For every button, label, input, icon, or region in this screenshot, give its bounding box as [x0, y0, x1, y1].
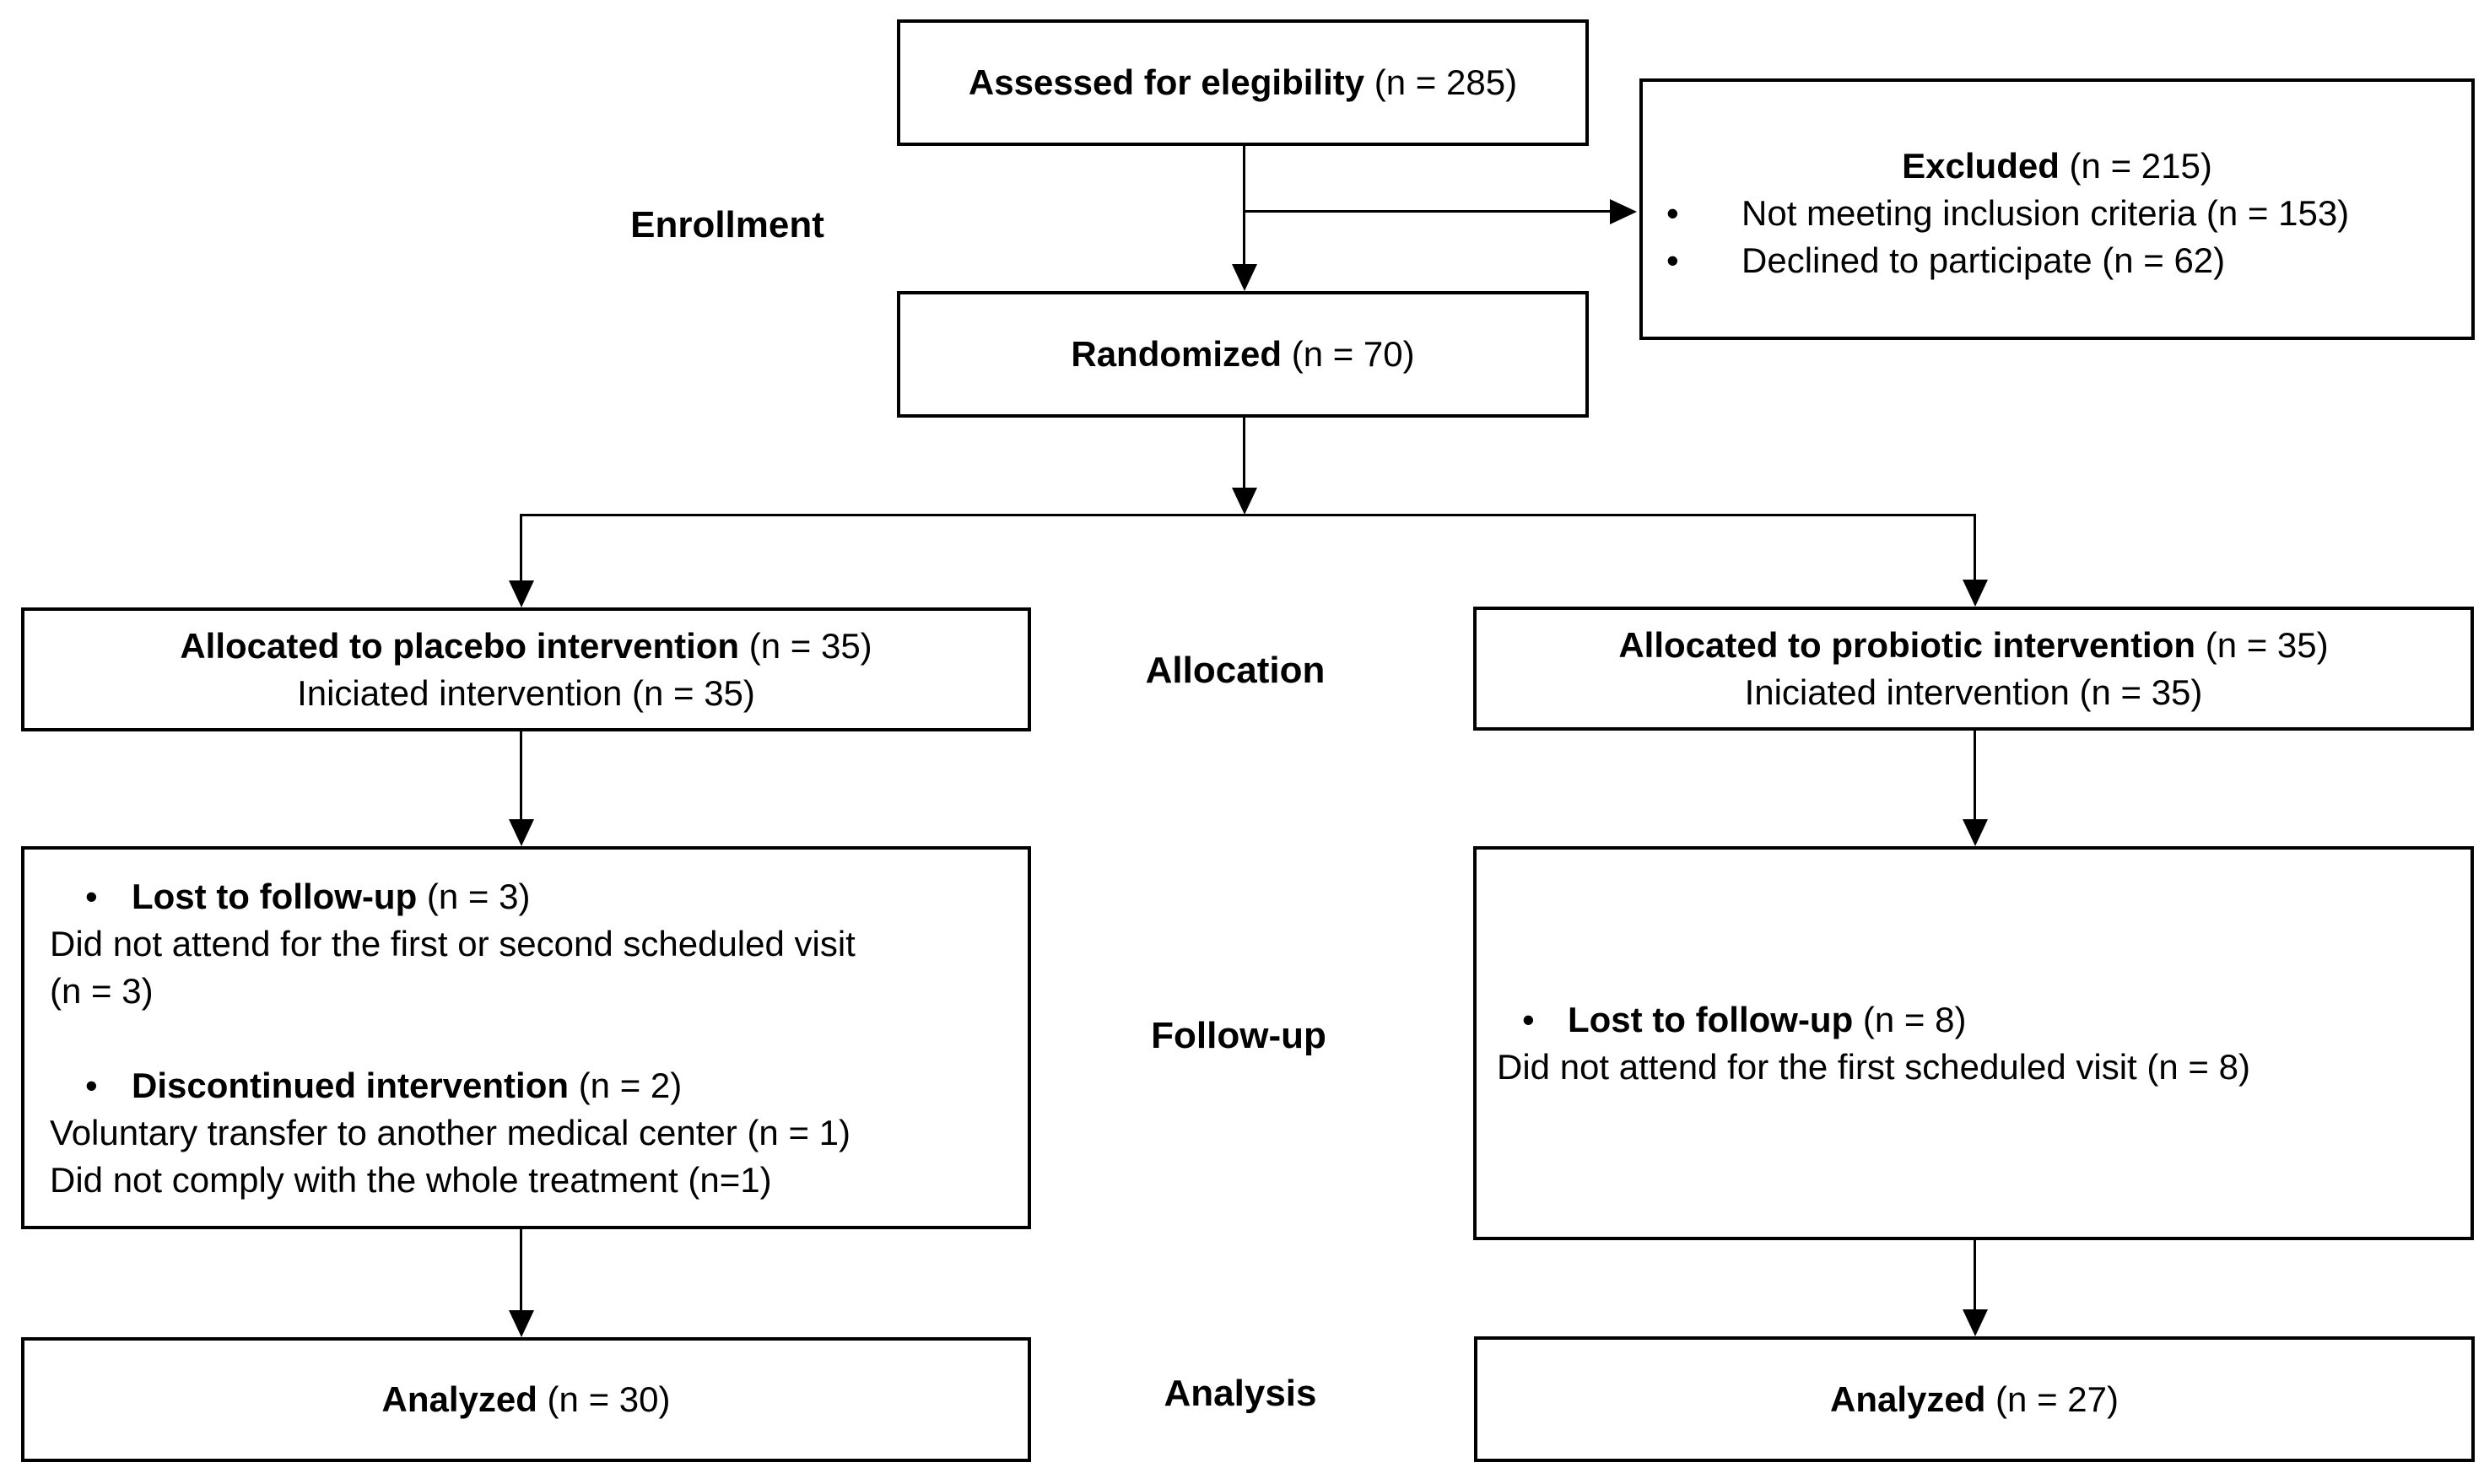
- arrowhead-into-analyzed-probiotic: [1963, 1309, 1988, 1336]
- followup-placebo-bullet-2: [50, 1062, 1007, 1109]
- connector-assessed-to-randomized: [1243, 146, 1245, 268]
- excluded-bullet-2-text: Declined to participate (n = 62): [1742, 240, 2226, 280]
- bullet-icon: •: [85, 1066, 98, 1105]
- arrowhead-into-excluded: [1610, 199, 1637, 224]
- connector-split-horizontal: [521, 514, 1976, 516]
- alloc-probiotic-line2: Iniciated intervention (n = 35): [1744, 672, 2203, 712]
- lost-followup-title: Lost to follow-up: [1568, 999, 1854, 1039]
- assessed-text: [969, 59, 1517, 106]
- arrowhead-into-alloc-placebo: [509, 580, 534, 607]
- alloc-placebo-n: (n = 35): [739, 625, 872, 666]
- alloc-probiotic-line1: [1618, 622, 2328, 669]
- randomized-title: Randomized: [1071, 334, 1282, 374]
- blank-line: [50, 1015, 1007, 1062]
- followup-placebo-content: [24, 850, 1028, 1204]
- connector-split-to-alloc-placebo: [520, 514, 522, 583]
- alloc-probiotic-n: (n = 35): [2195, 624, 2329, 665]
- discontinued-title: Discontinued intervention: [132, 1066, 570, 1105]
- excluded-content: [1643, 82, 2471, 284]
- box-followup-placebo: [21, 846, 1031, 1229]
- followup-placebo-detail-4: Did not comply with the whole treatment (n=1): [50, 1160, 772, 1200]
- followup-probiotic-content: [1477, 850, 2470, 1237]
- alloc-placebo-line1: [180, 623, 872, 670]
- bullet-icon: •: [85, 877, 98, 916]
- connector-branch-to-excluded: [1243, 210, 1612, 213]
- analyzed-placebo-title: Analyzed: [381, 1379, 537, 1419]
- connector-alloc-to-followup-probiotic: [1974, 729, 1976, 823]
- stage-label-enrollment: Enrollment: [630, 204, 824, 246]
- connector-followup-to-analyzed-probiotic: [1974, 1238, 1976, 1311]
- excluded-bullet-1: [1643, 190, 2471, 237]
- alloc-probiotic-title: Allocated to probiotic intervention: [1618, 624, 2196, 665]
- box-analyzed-probiotic: [1474, 1336, 2475, 1462]
- excluded-title-line: [1643, 143, 2471, 190]
- lost-followup-n: (n = 3): [417, 877, 531, 916]
- box-assessed-for-eligibility: [897, 19, 1589, 146]
- box-followup-probiotic: [1473, 846, 2474, 1240]
- assessed-title: Assessed for elegibility: [968, 62, 1365, 102]
- followup-placebo-detail-2: (n = 3): [50, 971, 154, 1011]
- alloc-placebo-line2: Iniciated intervention (n = 35): [297, 672, 755, 713]
- arrowhead-into-analyzed-placebo: [509, 1310, 534, 1337]
- lost-followup-title: Lost to follow-up: [132, 877, 418, 916]
- connector-randomized-to-split: [1243, 418, 1245, 492]
- assessed-n: (n = 285): [1364, 62, 1518, 102]
- box-allocated-probiotic: [1473, 607, 2474, 731]
- box-excluded: [1639, 78, 2475, 340]
- arrowhead-into-split: [1232, 488, 1257, 515]
- stage-label-analysis: Analysis: [1164, 1373, 1317, 1414]
- box-allocated-placebo: [21, 607, 1031, 731]
- excluded-title: Excluded: [1902, 146, 2060, 186]
- connector-split-to-alloc-probiotic: [1974, 514, 1976, 582]
- analyzed-placebo-n: (n = 30): [537, 1379, 671, 1419]
- excluded-n: (n = 215): [2059, 146, 2212, 186]
- analyzed-probiotic-title: Analyzed: [1830, 1379, 1986, 1419]
- followup-placebo-bullet-1: [50, 873, 1007, 920]
- arrowhead-into-alloc-probiotic: [1963, 580, 1988, 607]
- arrowhead-into-followup-probiotic: [1963, 819, 1988, 846]
- lost-followup-n: (n = 8): [1853, 999, 1967, 1039]
- bullet-icon: •: [1522, 999, 1535, 1039]
- box-randomized: [897, 291, 1589, 418]
- stage-label-allocation: Allocation: [1145, 650, 1326, 691]
- randomized-n: (n = 70): [1282, 334, 1415, 374]
- bullet-icon: •: [1666, 240, 1679, 280]
- box-analyzed-placebo: [21, 1337, 1031, 1462]
- randomized-text: [1071, 331, 1414, 378]
- alloc-placebo-title: Allocated to placebo intervention: [180, 625, 740, 666]
- followup-probiotic-bullet-1: [1497, 996, 2470, 1044]
- connector-alloc-to-followup-placebo: [520, 730, 522, 823]
- followup-placebo-detail-1: Did not attend for the first or second scheduled visit: [50, 924, 856, 963]
- analyzed-placebo-text: [382, 1376, 671, 1423]
- excluded-bullet-2: [1643, 237, 2471, 284]
- discontinued-n: (n = 2): [569, 1066, 683, 1105]
- excluded-bullet-1-text: Not meeting inclusion criteria (n = 153): [1742, 193, 2350, 233]
- analyzed-probiotic-n: (n = 27): [1985, 1379, 2119, 1419]
- stage-label-followup: Follow-up: [1151, 1015, 1326, 1056]
- followup-probiotic-detail-1: Did not attend for the first scheduled visit (n = 8): [1497, 1046, 2250, 1087]
- connector-followup-to-analyzed-placebo: [520, 1228, 522, 1312]
- followup-placebo-detail-3: Voluntary transfer to another medical center (n = 1): [50, 1113, 850, 1152]
- bullet-icon: •: [1666, 193, 1679, 233]
- analyzed-probiotic-text: [1830, 1376, 2119, 1423]
- arrowhead-into-randomized: [1232, 264, 1257, 291]
- arrowhead-into-followup-placebo: [509, 819, 534, 846]
